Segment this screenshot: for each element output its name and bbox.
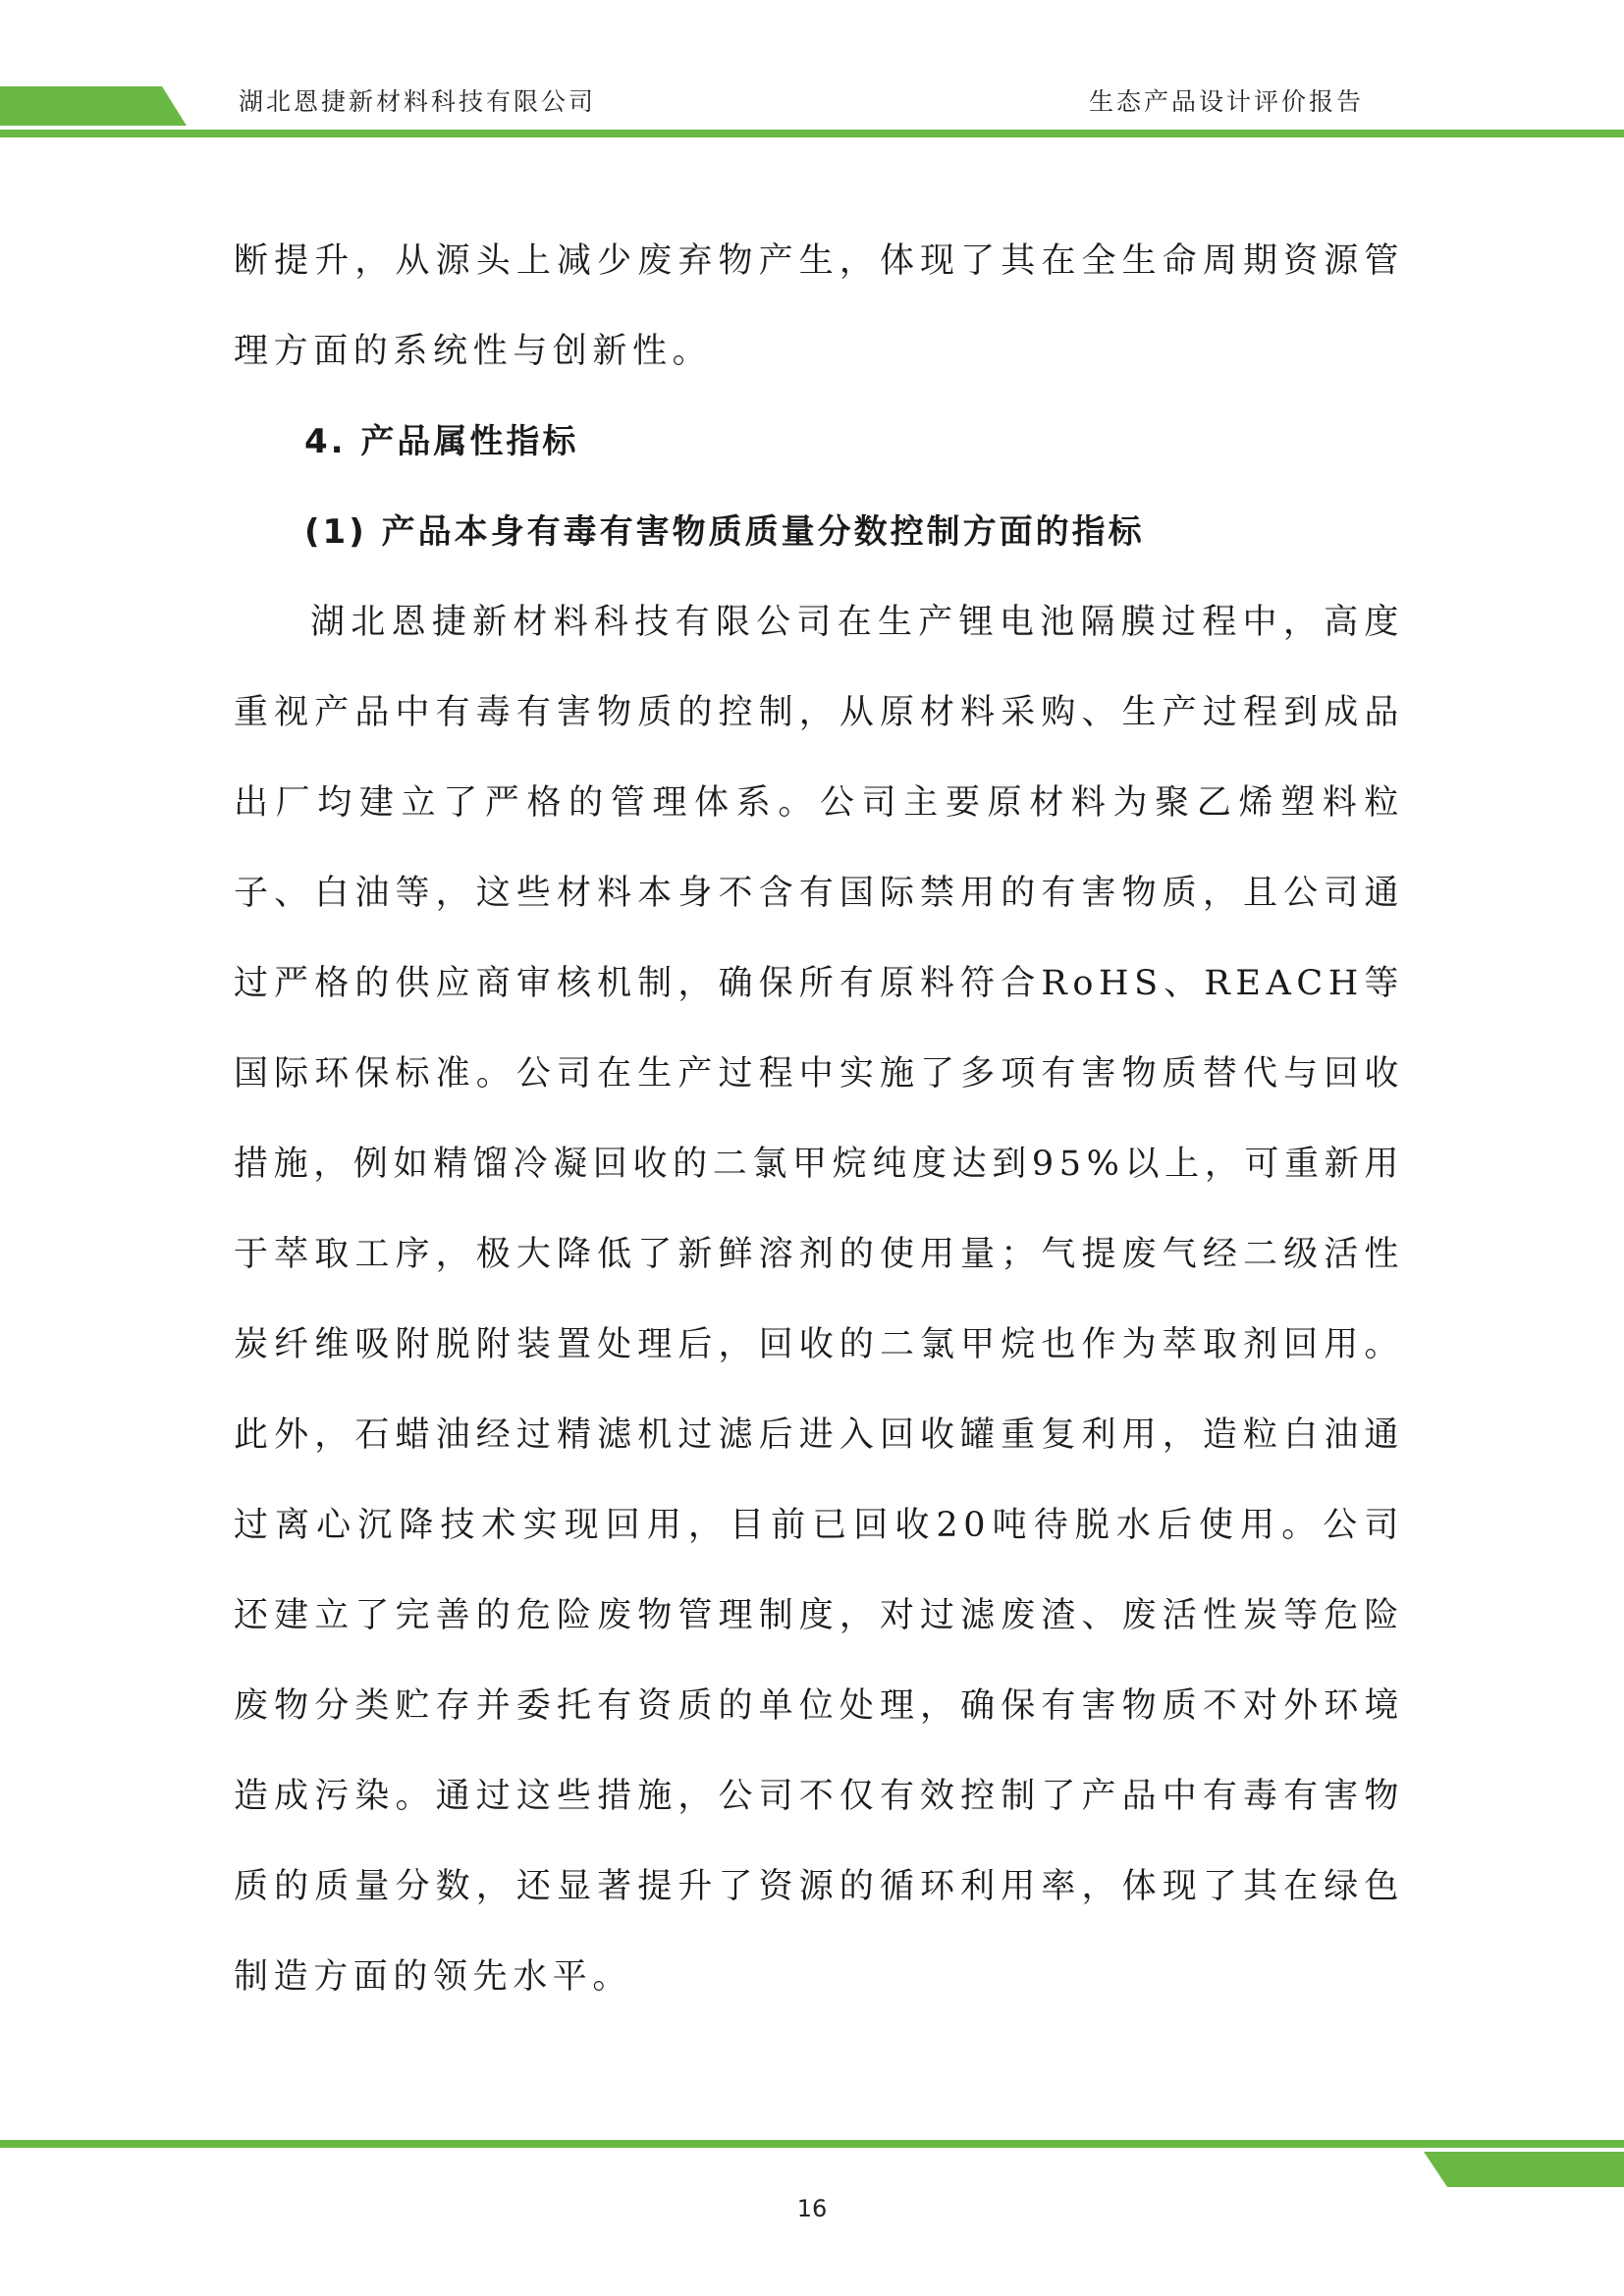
- page-number: 16: [796, 2195, 828, 2222]
- footer-decoration: [0, 2140, 1624, 2199]
- page-footer: [0, 2140, 1624, 2199]
- subsection-heading: (1) 产品本身有毒有害物质质量分数控制方面的指标: [304, 512, 1145, 552]
- header-company-name: 湖北恩捷新材料科技有限公司: [239, 87, 597, 116]
- page-content: [234, 216, 1404, 2022]
- paragraph-main: 湖北恩捷新材料科技有限公司在生产锂电池隔膜过程中，高度重视产品中有毒有害物质的控制，从原材料采购、生产过程到成品出厂均建立了严格的管理体系。公司主要原材料为聚乙烯塑料粒子、白油等，这些材料本身不含有国际禁用的有害物质，且公司通过严格的供应商审核机制，确保所有原料符合RoHS、REACH等国际环保标准。公司在生产过程中实施了多项有害物质替代与回收措施，例如精馏冷凝回收的二氯甲烷纯度达到95%以上，可重新用于萃取工序，极大降低了新鲜溶剂的使用量；气提废气经二级活性炭纤维吸附脱附装置处理后，回收的二氯甲烷也作为萃取剂回用。此外，石蜡油经过精滤机过滤后进入回收罐重复利用，造粒白油通过离心沉降技术实现回用，目前已回收20吨待脱水后使用。公司还建立了完善的危险废物管理制度，对过滤废渣、废活性炭等危险废物分类贮存并委托有资质的单位处理，确保有害物质不对外环境造成污染。通过这些措施，公司不仅有效控制了产品中有毒有害物质的质量分数，还显著提升了资源的循环利用率，体现了其在绿色制造方面的领先水平。: [234, 603, 1404, 1997]
- page-header: [0, 0, 1624, 147]
- header-decoration: [0, 0, 1624, 147]
- paragraph-continued: 断提升，从源头上减少废弃物产生，体现了其在全生命周期资源管理方面的系统性与创新性。: [234, 241, 1404, 371]
- section-heading: 4. 产品属性指标: [304, 422, 579, 461]
- header-report-title: 生态产品设计评价报告: [1088, 87, 1364, 116]
